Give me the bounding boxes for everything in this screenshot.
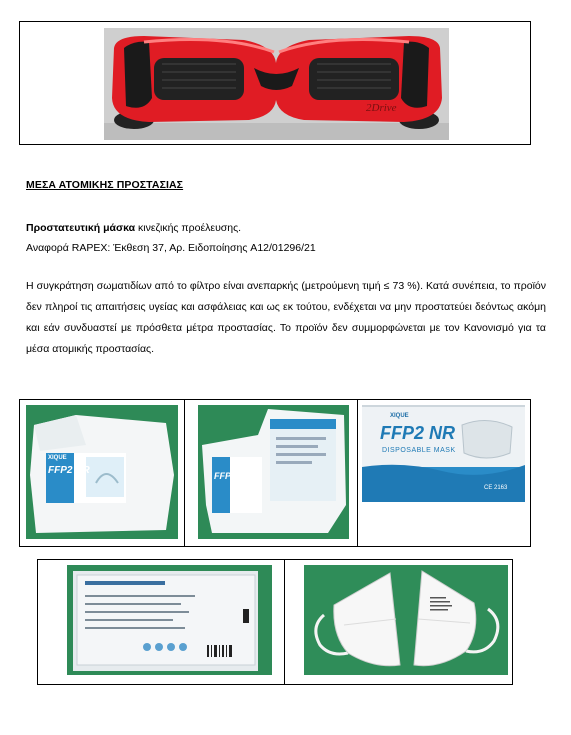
description-paragraph: Η συγκράτηση σωματιδίων από το φίλτρο είναι ανεπαρκής (μετρούμενη τιμή ≤ 73 %). Κατά συνέπεια, το προϊόν δεν πληροί τις απαιτήσεις υγείας και ασφάλειας και ως εκ τούτου, ενδέχεται να μην προστατεύει δεόντως ακόμη και εάν συνδυαστεί με πρόσθετα μέτρα προστασίας. Το προϊόν δεν συμμορφώνεται με τον Κανονισμό για τα μέσα ατομικής προστασίας. <box>26 280 546 355</box>
box-photo-front <box>26 405 178 539</box>
top-image-frame <box>19 21 531 145</box>
product-name-bold: Προστατευτική μάσκα <box>26 222 136 234</box>
box-brand-label: XIQUE <box>48 455 67 461</box>
bag-title-label: FFP2 NR <box>380 423 456 443</box>
hoverboard-photo <box>104 28 449 140</box>
bag-subtitle-label: DISPOSABLE MASK <box>382 447 456 454</box>
section-heading: ΜΕΣΑ ΑΤΟΜΙΚΗΣ ΠΡΟΣΤΑΣΙΑΣ <box>26 179 184 191</box>
bag-brand-label: XIQUE <box>390 413 409 419</box>
product-name-rest: κινεζικής προέλευσης. <box>135 222 242 234</box>
pack-photo <box>67 565 272 675</box>
bag-photo <box>362 405 525 502</box>
box-photo-back <box>198 405 349 539</box>
rapex-reference: Αναφορά RAPEX: Έκθεση 37, Αρ. Ειδοποίησης A12/01296/21 <box>26 242 316 254</box>
hoverboard-brand-label: 2Drive <box>366 102 397 114</box>
box-title-label: FFP2 NR <box>48 465 90 476</box>
masks-photo <box>304 565 508 675</box>
bag-ce-label: CE 2163 <box>484 485 508 491</box>
box-back-title: FFP2 NR <box>214 471 252 481</box>
product-name-line <box>26 222 241 234</box>
photo-row-1 <box>19 399 531 547</box>
photo-row-2 <box>37 559 513 685</box>
